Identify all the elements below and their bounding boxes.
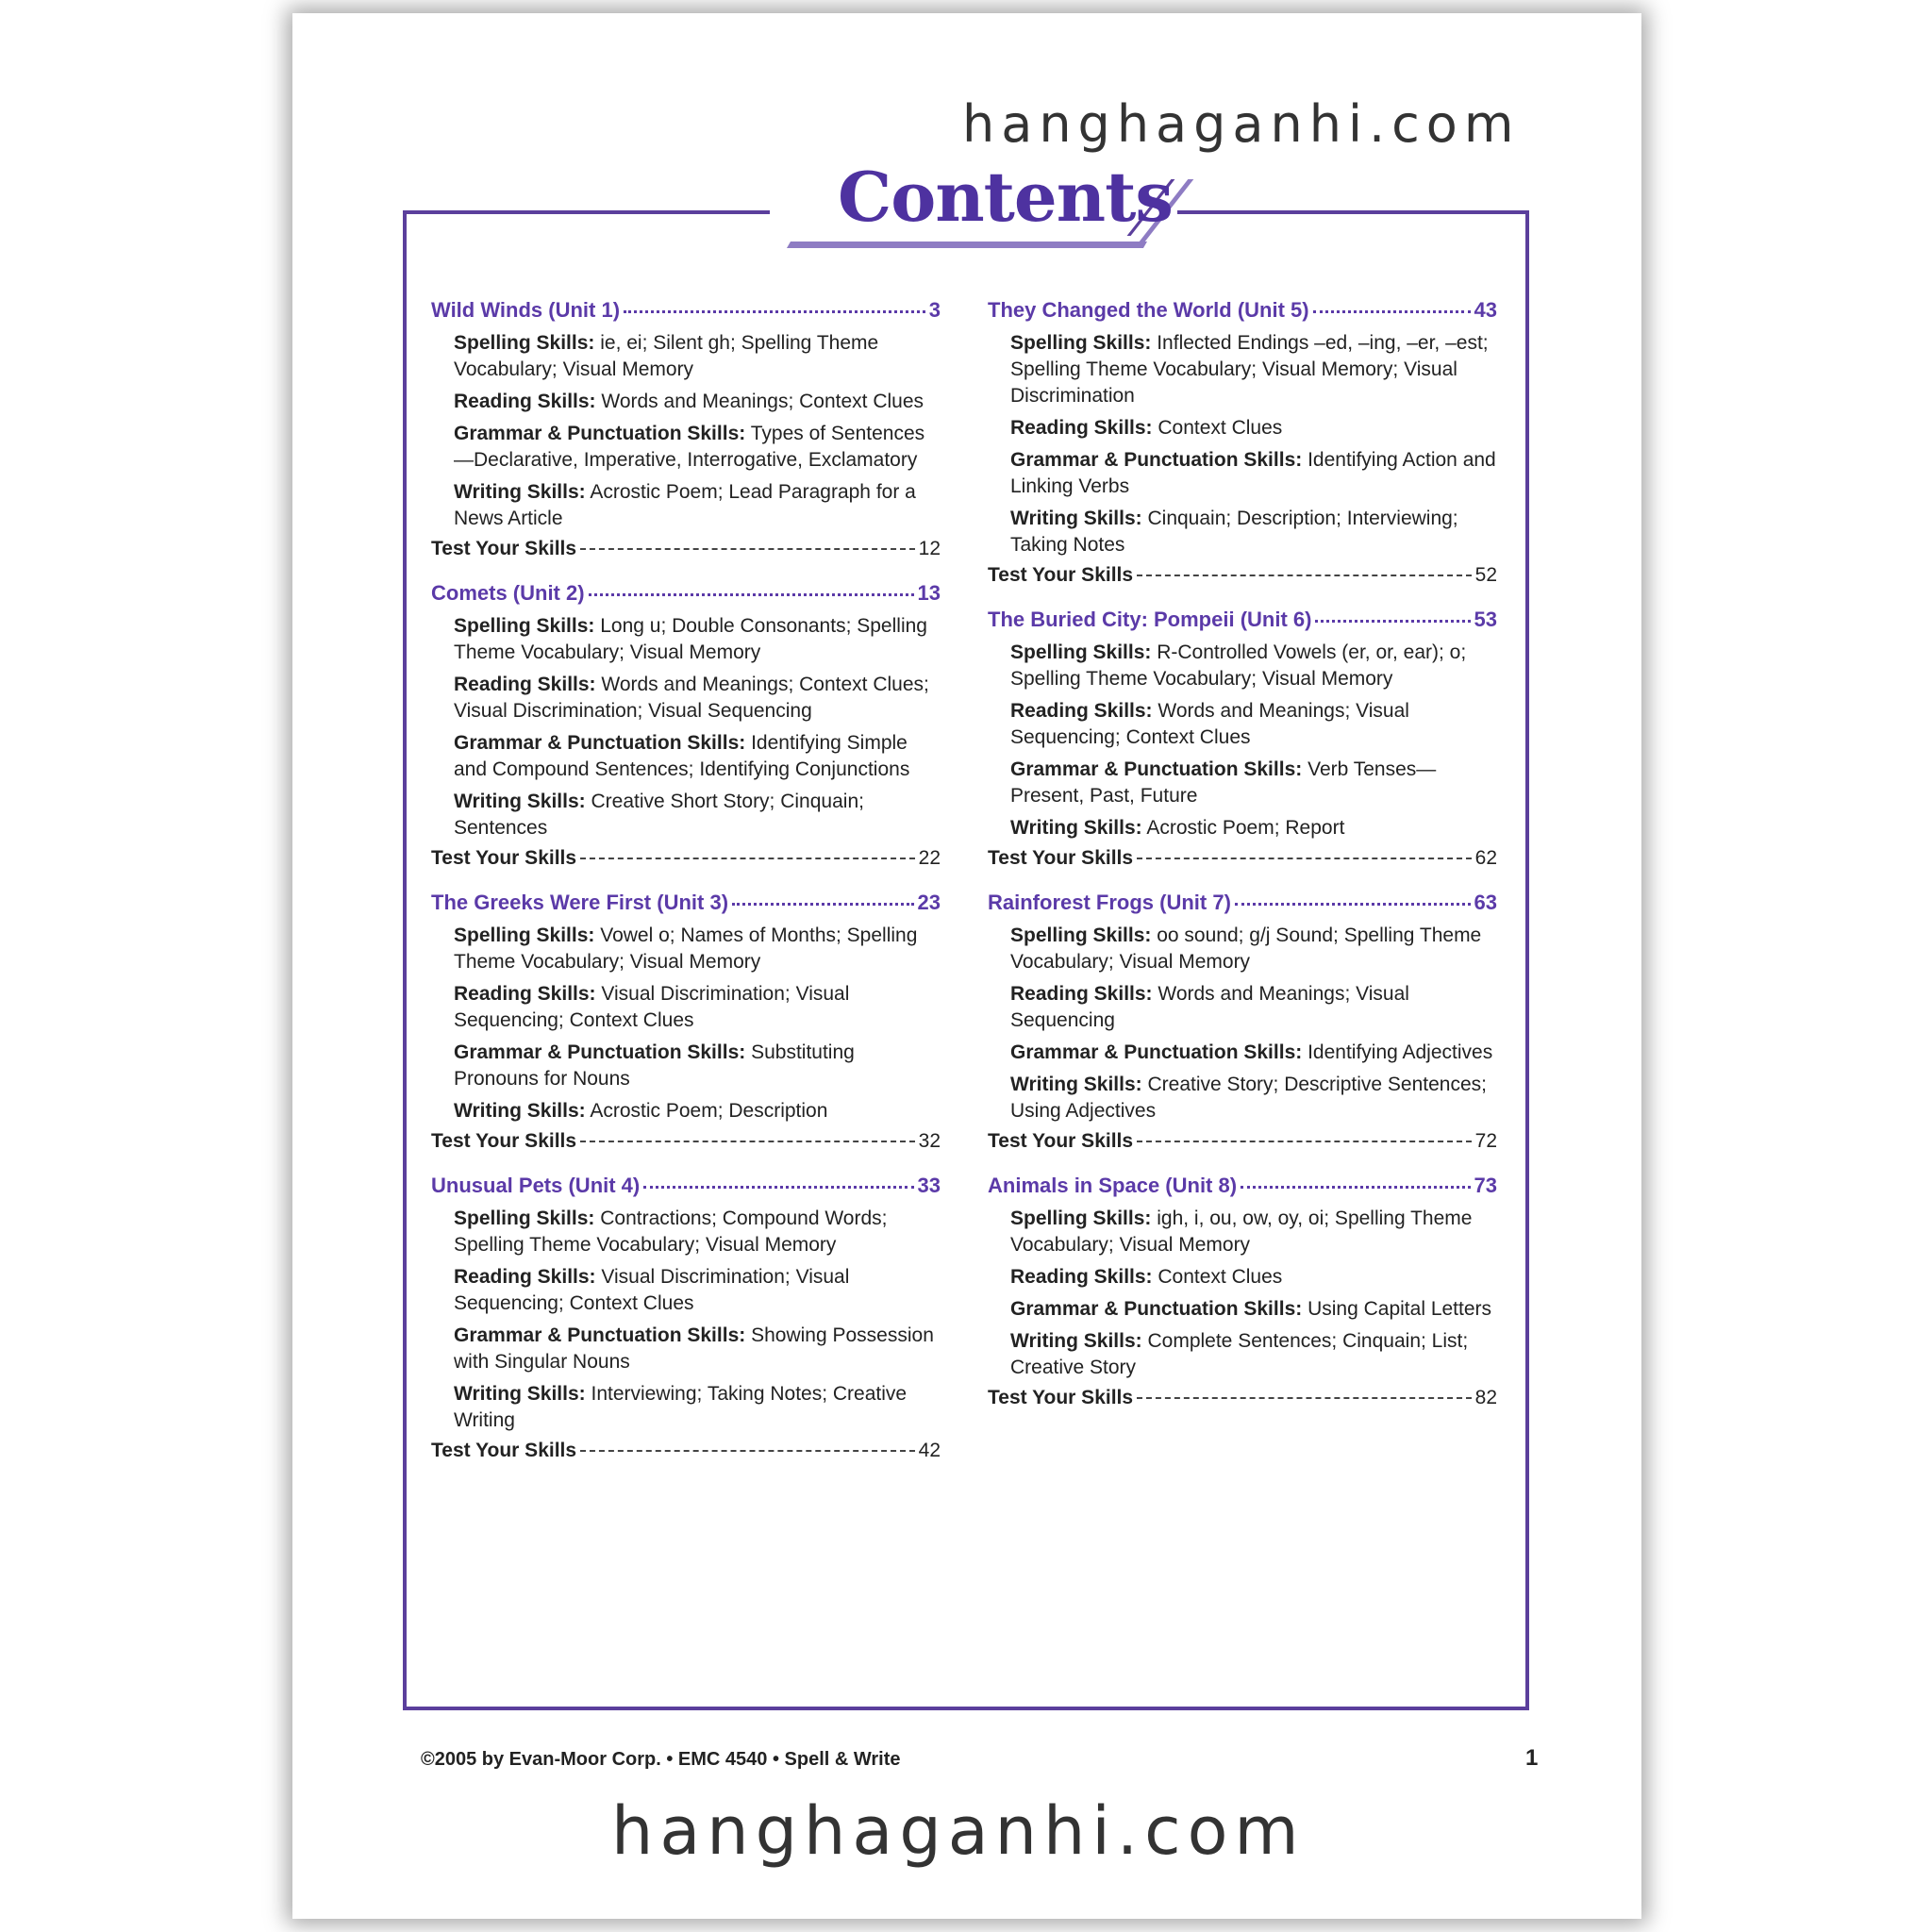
skill-text: Interviewing; Taking Notes; Creative Writing [454,1383,908,1431]
unit-heading[interactable] [988,298,1497,323]
dash-leader [580,858,915,859]
unit-entry [431,1174,941,1462]
unit-page: 73 [1474,1174,1497,1197]
test-page: 22 [918,847,941,869]
skill-text: Contractions; Compound Words; Spelling Theme Vocabulary; Visual Memory [454,1208,888,1256]
dash-leader [580,548,915,550]
test-your-skills-entry[interactable] [431,1130,941,1153]
test-page: 42 [918,1440,941,1461]
contents-column-left [431,298,941,1483]
unit-entry [988,608,1497,870]
unit-title: The Buried City: Pompeii (Unit 6) [988,608,1312,631]
unit-entry [988,1174,1497,1409]
skill-line [1010,757,1497,809]
test-page: 72 [1474,1130,1497,1152]
skill-text: Identifying Action and Linking Verbs [1010,449,1496,497]
skill-line [454,730,941,783]
unit-heading[interactable] [988,608,1497,632]
skill-line [1010,1264,1497,1291]
skill-label: Spelling Skills: [454,332,595,354]
dot-leader [624,310,925,313]
test-label: Test Your Skills [988,847,1134,869]
test-page: 82 [1474,1387,1497,1408]
skill-line [454,421,941,474]
skill-text: Words and Meanings; Context Clues; Visual Discrimination; Visual Sequencing [454,674,929,722]
skill-line [454,672,941,724]
skill-text: oo sound; g/j Sound; Spelling Theme Vocabulary; Visual Memory [1010,924,1482,973]
skill-label: Grammar & Punctuation Skills: [1010,1298,1303,1320]
test-your-skills-entry[interactable] [431,1440,941,1462]
skill-line [1010,1296,1497,1323]
unit-heading[interactable] [431,298,941,323]
skill-label: Reading Skills: [1010,417,1153,439]
unit-entry [431,891,941,1153]
skill-line [1010,1206,1497,1258]
skill-label: Reading Skills: [454,983,596,1005]
dot-leader [1315,620,1470,623]
unit-heading[interactable] [988,1174,1497,1198]
skill-line [1010,1040,1497,1066]
skill-line [454,1381,941,1434]
test-label: Test Your Skills [431,538,577,559]
skill-text: Acrostic Poem; Description [590,1100,828,1122]
skill-line [454,789,941,841]
test-label: Test Your Skills [431,847,577,869]
unit-page: 3 [928,298,941,322]
unit-title: Unusual Pets (Unit 4) [431,1174,641,1197]
unit-heading[interactable] [431,891,941,915]
test-page: 62 [1474,847,1497,869]
unit-entry [431,581,941,870]
skill-label: Writing Skills: [1010,1330,1142,1352]
unit-entry [431,298,941,560]
dot-leader [643,1186,913,1189]
dash-leader [580,1450,915,1452]
skill-label: Spelling Skills: [1010,641,1152,663]
skill-label: Writing Skills: [1010,817,1142,839]
unit-page: 33 [917,1174,941,1197]
skill-text: Inflected Endings –ed, –ing, –er, –est; Spelling Theme Vocabulary; Visual Memory; Visual Discrimination [1010,332,1489,407]
skill-text: Complete Sentences; Cinquain; List; Creative Story [1010,1330,1469,1378]
skill-line [454,1323,941,1375]
unit-heading[interactable] [988,891,1497,915]
skill-line [1010,981,1497,1034]
skill-label: Reading Skills: [454,1266,596,1288]
skill-label: Writing Skills: [454,791,586,812]
unit-page: 63 [1474,891,1497,914]
skill-label: Reading Skills: [454,391,596,412]
unit-title: They Changed the World (Unit 5) [988,298,1309,322]
skill-text: Words and Meanings; Visual Sequencing [1010,983,1409,1031]
skill-line [454,1098,941,1124]
skill-label: Reading Skills: [1010,1266,1153,1288]
unit-page: 43 [1474,298,1497,322]
test-your-skills-entry[interactable] [431,847,941,870]
skill-text: Creative Short Story; Cinquain; Sentences [454,791,864,839]
skill-line [1010,923,1497,975]
skill-text: igh, i, ou, ow, oy, oi; Spelling Theme Vocabulary; Visual Memory [1010,1208,1473,1256]
test-your-skills-entry[interactable] [988,564,1497,587]
skill-label: Writing Skills: [454,1383,586,1405]
dash-leader [580,1141,915,1142]
watermark-top: hanghaganhi.com [962,94,1521,154]
skill-text: Context Clues [1158,1266,1283,1288]
skill-text: Verb Tenses—Present, Past, Future [1010,758,1437,807]
skill-label: Spelling Skills: [454,1208,595,1229]
skill-line [454,389,941,415]
unit-heading[interactable] [431,1174,941,1198]
unit-title: The Greeks Were First (Unit 3) [431,891,729,914]
skill-text: Types of Sentences—Declarative, Imperative, Interrogative, Exclamatory [454,423,925,471]
skill-label: Reading Skills: [454,674,596,695]
skill-text: Words and Meanings; Visual Sequencing; Context Clues [1010,700,1409,748]
unit-title: Comets (Unit 2) [431,581,585,605]
skill-text: Identifying Simple and Compound Sentences; Identifying Conjunctions [454,732,910,780]
skill-line [454,981,941,1034]
watermark-bottom: hanghaganhi.com [611,1792,1306,1870]
skill-line [1010,698,1497,751]
skill-text: Using Capital Letters [1307,1298,1492,1320]
dash-leader [1137,858,1472,859]
unit-page: 13 [917,581,941,605]
skill-text: Context Clues [1158,417,1283,439]
skill-label: Writing Skills: [1010,508,1142,529]
unit-entry [988,891,1497,1153]
skill-label: Writing Skills: [1010,1074,1142,1095]
skill-text: Substituting Pronouns for Nouns [454,1041,855,1090]
skill-text: Acrostic Poem; Lead Paragraph for a News Article [454,481,916,529]
unit-entry [988,298,1497,587]
skill-label: Spelling Skills: [1010,924,1152,946]
skill-line [454,613,941,666]
skill-line [1010,640,1497,692]
test-your-skills-entry[interactable] [988,1130,1497,1153]
skill-label: Reading Skills: [1010,983,1153,1005]
skill-line [454,330,941,383]
skill-label: Grammar & Punctuation Skills: [1010,449,1303,471]
skill-label: Grammar & Punctuation Skills: [1010,1041,1303,1063]
skill-text: Acrostic Poem; Report [1146,817,1345,839]
copyright-footer: ©2005 by Evan-Moor Corp. • EMC 4540 • Spell & Write [421,1749,901,1770]
skill-label: Spelling Skills: [1010,332,1152,354]
test-page: 52 [1474,564,1497,586]
page-number: 1 [1525,1745,1539,1771]
skill-label: Grammar & Punctuation Skills: [454,423,746,444]
page-title: Contents [838,157,1173,237]
skill-line [1010,415,1497,441]
skill-label: Writing Skills: [454,1100,586,1122]
skill-label: Grammar & Punctuation Skills: [454,1041,746,1063]
skill-label: Grammar & Punctuation Skills: [1010,758,1303,780]
test-your-skills-entry[interactable] [988,847,1497,870]
skill-label: Grammar & Punctuation Skills: [454,1324,746,1346]
skill-text: Visual Discrimination; Visual Sequencing; Context Clues [454,1266,850,1314]
dot-leader [1235,903,1471,906]
skill-label: Spelling Skills: [454,615,595,637]
contents-column-right [988,298,1497,1430]
skill-line [1010,447,1497,500]
skill-line [454,1040,941,1092]
unit-page: 53 [1474,608,1497,631]
dash-leader [1137,1141,1472,1142]
test-label: Test Your Skills [988,1130,1134,1152]
test-page: 12 [918,538,941,559]
test-label: Test Your Skills [431,1130,577,1152]
dot-leader [1313,310,1471,313]
skill-text: ie, ei; Silent gh; Spelling Theme Vocabulary; Visual Memory [454,332,879,380]
test-your-skills-entry[interactable] [988,1387,1497,1409]
skill-label: Reading Skills: [1010,700,1153,722]
skill-text: R-Controlled Vowels (er, or, ear); o; Spelling Theme Vocabulary; Visual Memory [1010,641,1467,690]
skill-line [1010,815,1497,841]
skill-text: Creative Story; Descriptive Sentences; Using Adjectives [1010,1074,1487,1122]
skill-label: Writing Skills: [454,481,586,503]
skill-line [1010,506,1497,558]
skill-line [1010,1328,1497,1381]
test-label: Test Your Skills [431,1440,577,1461]
skill-label: Grammar & Punctuation Skills: [454,732,746,754]
dot-leader [1241,1186,1470,1189]
skill-label: Spelling Skills: [1010,1208,1152,1229]
title-underline [787,242,1147,248]
test-label: Test Your Skills [988,564,1134,586]
skill-line [454,1206,941,1258]
test-label: Test Your Skills [988,1387,1134,1408]
test-page: 32 [918,1130,941,1152]
dot-leader [732,903,914,906]
skill-line [1010,1072,1497,1124]
skill-line [1010,330,1497,409]
skill-text: Showing Possession with Singular Nouns [454,1324,934,1373]
dot-leader [589,593,914,596]
unit-heading[interactable] [431,581,941,606]
unit-title: Wild Winds (Unit 1) [431,298,621,322]
unit-title: Animals in Space (Unit 8) [988,1174,1238,1197]
dash-leader [1137,575,1472,576]
skill-text: Vowel o; Names of Months; Spelling Theme Vocabulary; Visual Memory [454,924,918,973]
test-your-skills-entry[interactable] [431,538,941,560]
skill-text: Identifying Adjectives [1307,1041,1493,1063]
unit-page: 23 [917,891,941,914]
skill-line [454,923,941,975]
skill-line [454,1264,941,1317]
skill-text: Words and Meanings; Context Clues [601,391,924,412]
unit-title: Rainforest Frogs (Unit 7) [988,891,1231,914]
skill-text: Cinquain; Description; Interviewing; Taking Notes [1010,508,1458,556]
skill-line [454,479,941,532]
dash-leader [1137,1397,1472,1399]
skill-text: Visual Discrimination; Visual Sequencing; Context Clues [454,983,850,1031]
skill-text: Long u; Double Consonants; Spelling Theme Vocabulary; Visual Memory [454,615,927,663]
skill-label: Spelling Skills: [454,924,595,946]
